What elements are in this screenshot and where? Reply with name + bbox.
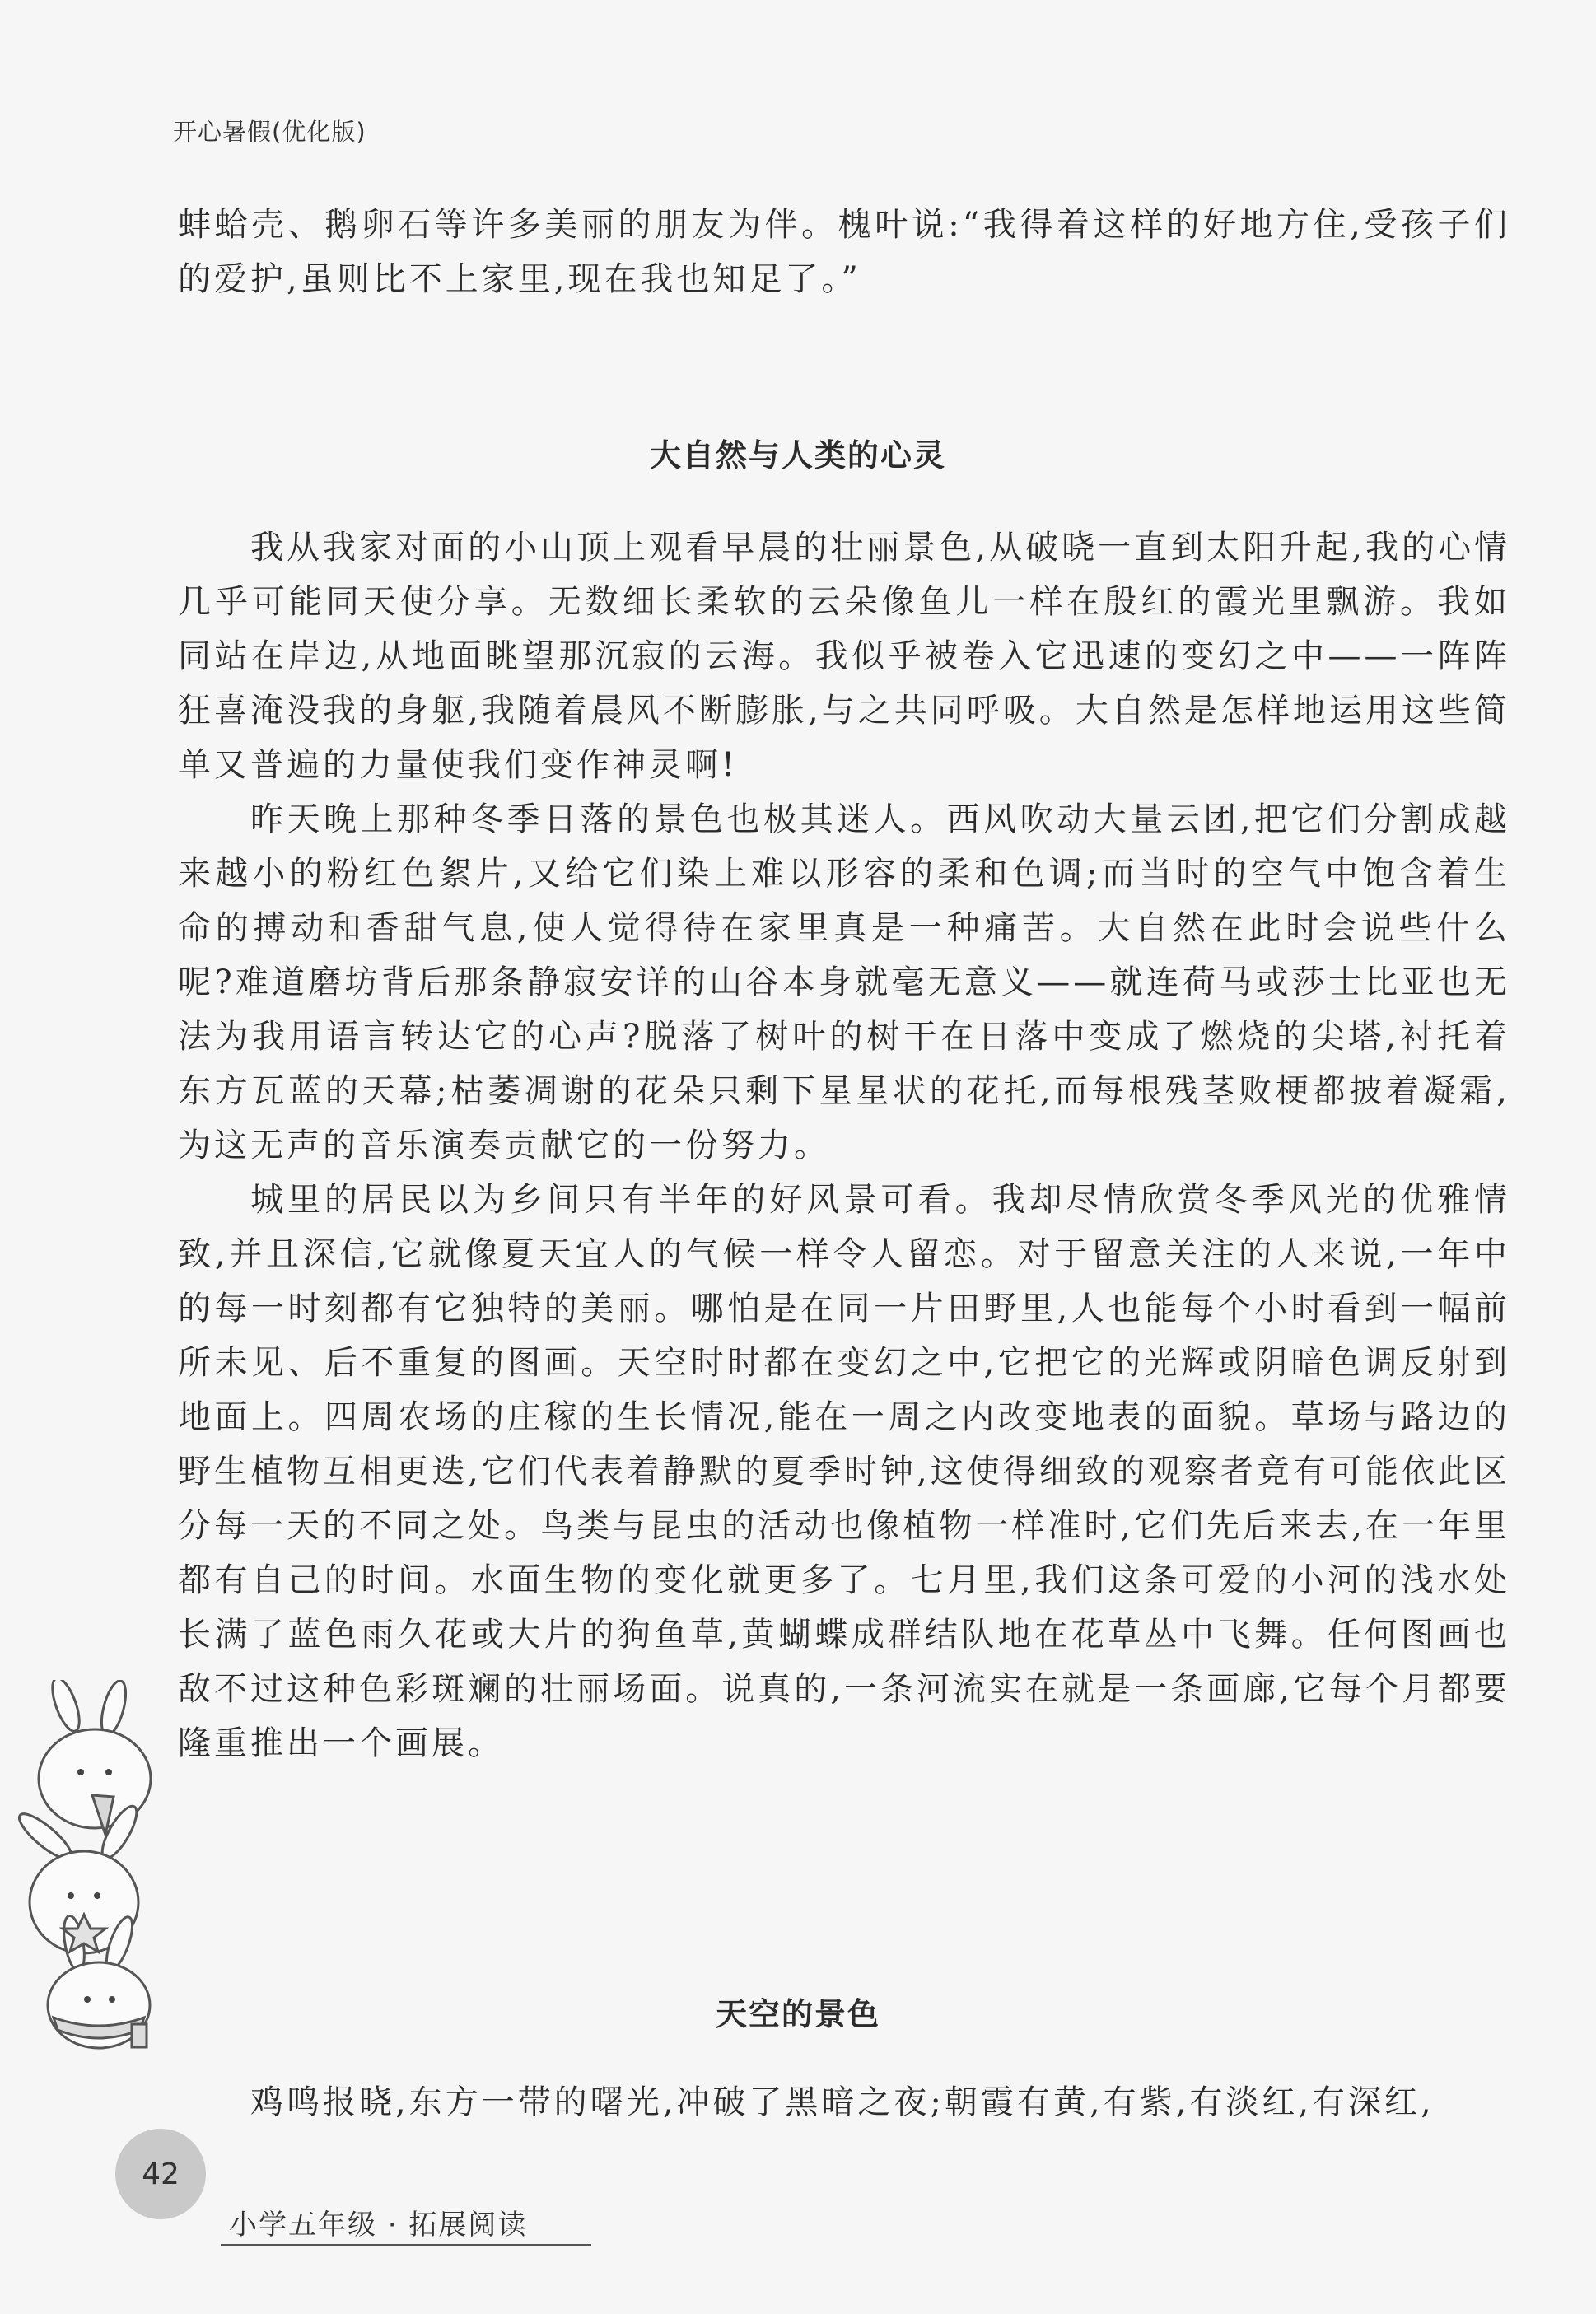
section-body [178,2075,1510,2130]
paragraph: 鸡鸣报晓,东方一带的曙光,冲破了黑暗之夜;朝霞有黄,有紫,有淡红,有深红, [250,2083,1435,2121]
running-header: 开心暑假(优化版) [173,118,366,146]
paragraph: 昨天晚上那种冬季日落的景色也极其迷人。西风吹动大量云团,把它们分割成越来越小的粉红色絮片,又给它们染上难以形容的柔和色调;而当时的空气中饱含着生命的搏动和香甜气息,使人觉得待在家里真是一种痛苦。大自然在此时会说些什么呢?难道磨坊背后那条静寂安详的山谷本身就毫无意义——就连荷马或莎士比亚也无法为我用语言转达它的心声?脱落了树叶的树干在日落中变成了燃烧的尖塔,衬托着东方瓦蓝的天幕;枯萎凋谢的花朵只剩下星星状的花托,而每根残茎败梗都披着凝霜,为这无声的音乐演奏贡献它的一份努力。 [178,800,1510,1164]
section-body [178,520,1510,1770]
intro-continuation [178,198,1510,306]
section-title: 天空的景色 [715,1996,880,2032]
intro-paragraph: 蚌蛤壳、鹅卵石等许多美丽的朋友为伴。槐叶说:“我得着这样的好地方住,受孩子们的爱护,虽则比不上家里,现在我也知足了。” [178,206,1510,298]
page-number-badge [115,2129,206,2219]
paragraph: 城里的居民以为乡间只有半年的好风景可看。我却尽情欣赏冬季风光的优雅情致,并且深信,它就像夏天宜人的气候一样令人留恋。对于留意关注的人来说,一年中的每一时刻都有它独特的美丽。哪怕是在同一片田野里,人也能每个小时看到一幅前所未见、后不重复的图画。天空时时都在变幻之中,它把它的光辉或阴暗色调反射到地面上。四周农场的庄稼的生长情况,能在一周之内改变地表的面貌。草场与路边的野生植物互相更迭,它们代表着静默的夏季时钟,这使得细致的观察者竟有可能依此区分每一天的不同之处。鸟类与昆虫的活动也像植物一样准时,它们先后来去,在一年里都有自己的时间。水面生物的变化就更多了。七月里,我们这条可爱的小河的浅水处长满了蓝色雨久花或大片的狗鱼草,黄蝴蝶成群结队地在花草丛中飞舞。任何图画也敌不过这种色彩斑斓的壮丽场面。说真的,一条河流实在就是一条画廊,它每个月都要隆重推出一个画展。 [178,1181,1510,1762]
page-number: 42 [142,2157,180,2191]
rabbit-mascot-illustration [16,1680,173,2050]
section-title: 大自然与人类的心灵 [649,437,946,474]
paragraph: 我从我家对面的小山顶上观看早晨的壮丽景色,从破晓一直到太阳升起,我的心情几乎可能同天使分享。无数细长柔软的云朵像鱼儿一样在殷红的霞光里飘游。我如同站在岸边,从地面眺望那沉寂的云海。我似乎被卷入它迅速的变幻之中——一阵阵狂喜淹没我的身躯,我随着晨风不断膨胀,与之共同呼吸。大自然是怎样地运用这些简单又普遍的力量使我们变作神灵啊! [178,529,1510,784]
book-label: 小学五年级 · 拓展阅读 [229,2209,528,2242]
footer-rule [221,2244,591,2246]
